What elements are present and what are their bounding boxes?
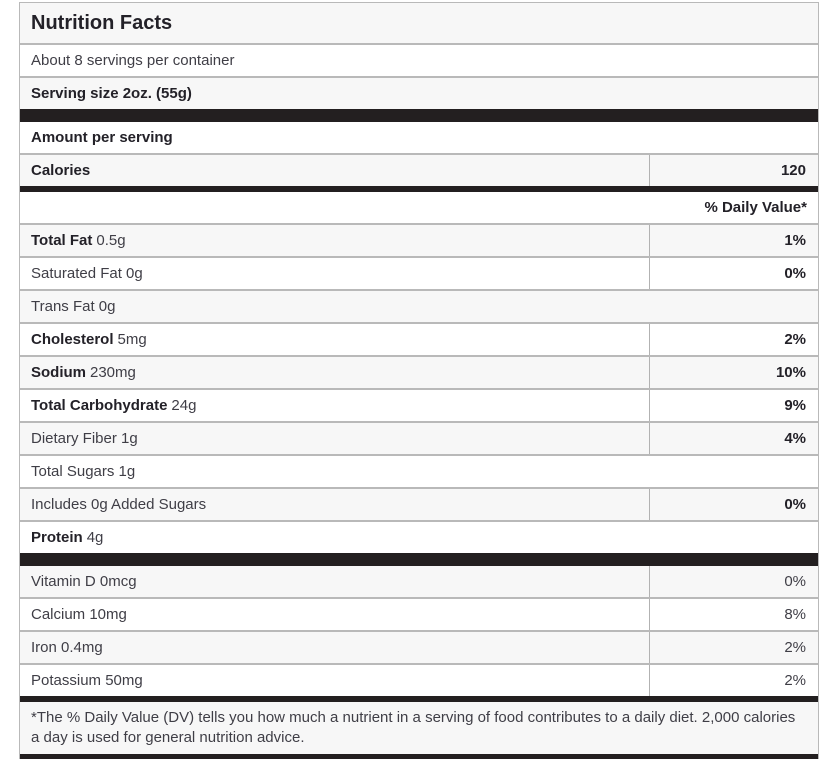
total-carbohydrate-label-text: 24g bbox=[171, 397, 197, 414]
title-label bbox=[20, 3, 818, 43]
total-sugars-label bbox=[20, 456, 818, 487]
total-carbohydrate-value: 9% bbox=[649, 390, 818, 421]
row-saturated-fat bbox=[20, 256, 818, 289]
title-label-bold: Nutrition Facts bbox=[31, 12, 173, 34]
section-divider-bar bbox=[20, 553, 818, 566]
row-title bbox=[20, 3, 818, 43]
added-sugars-label-text: Includes 0g Added Sugars bbox=[31, 496, 207, 513]
nutrition-facts-label bbox=[19, 2, 819, 759]
calcium-value: 8% bbox=[649, 599, 818, 630]
dietary-fiber-label-text: Dietary Fiber 1g bbox=[31, 430, 138, 447]
dietary-fiber-value: 4% bbox=[649, 423, 818, 454]
calcium-label bbox=[20, 599, 649, 630]
calories-label-bold: Calories bbox=[31, 162, 91, 179]
trans-fat-label bbox=[20, 291, 818, 322]
serving-size-label bbox=[20, 78, 818, 109]
amount-per-serving-label bbox=[20, 122, 818, 153]
dietary-fiber-label bbox=[20, 423, 649, 454]
row-iron bbox=[20, 630, 818, 663]
sodium-label-bold: Sodium bbox=[31, 364, 86, 381]
iron-value: 2% bbox=[649, 632, 818, 663]
total-carbohydrate-label bbox=[20, 390, 649, 421]
total-fat-label-text: 0.5g bbox=[96, 232, 126, 249]
row-dietary-fiber bbox=[20, 421, 818, 454]
row-protein bbox=[20, 520, 818, 553]
row-calcium bbox=[20, 597, 818, 630]
daily-value-header-label bbox=[20, 192, 818, 223]
row-cholesterol bbox=[20, 322, 818, 355]
section-divider-bar bbox=[20, 109, 818, 122]
row-vitamin-d bbox=[20, 566, 818, 597]
sodium-value: 10% bbox=[649, 357, 818, 388]
servings-per-container-label bbox=[20, 45, 818, 76]
saturated-fat-label bbox=[20, 258, 649, 289]
trans-fat-label-text: Trans Fat 0g bbox=[31, 298, 116, 315]
potassium-label bbox=[20, 665, 649, 696]
row-total-carbohydrate bbox=[20, 388, 818, 421]
sodium-label bbox=[20, 357, 649, 388]
footnote-label bbox=[20, 702, 818, 754]
sodium-label-text: 230mg bbox=[90, 364, 136, 381]
protein-label bbox=[20, 522, 818, 553]
total-carbohydrate-label-bold: Total Carbohydrate bbox=[31, 397, 168, 414]
added-sugars-label bbox=[20, 489, 649, 520]
vitamin-d-label-text: Vitamin D 0mcg bbox=[31, 573, 137, 590]
total-fat-label bbox=[20, 225, 649, 256]
total-sugars-label-text: Total Sugars 1g bbox=[31, 463, 136, 480]
row-footnote bbox=[20, 702, 818, 754]
iron-label bbox=[20, 632, 649, 663]
vitamin-d-value: 0% bbox=[649, 566, 818, 597]
total-fat-value: 1% bbox=[649, 225, 818, 256]
row-sodium bbox=[20, 355, 818, 388]
potassium-label-text: Potassium 50mg bbox=[31, 672, 143, 689]
iron-label-text: Iron 0.4mg bbox=[31, 639, 103, 656]
calories-value: 120 bbox=[649, 155, 818, 186]
cholesterol-label bbox=[20, 324, 649, 355]
section-divider-bar bbox=[20, 754, 818, 759]
saturated-fat-value: 0% bbox=[649, 258, 818, 289]
protein-label-text: 4g bbox=[86, 529, 104, 546]
row-potassium bbox=[20, 663, 818, 696]
protein-label-bold: Protein bbox=[31, 529, 83, 546]
row-calories bbox=[20, 153, 818, 186]
row-added-sugars bbox=[20, 487, 818, 520]
daily-value-header-label-bold: % Daily Value* bbox=[704, 199, 807, 216]
cholesterol-value: 2% bbox=[649, 324, 818, 355]
vitamin-d-label bbox=[20, 566, 649, 597]
cholesterol-label-bold: Cholesterol bbox=[31, 331, 114, 348]
servings-per-container-label-text: About 8 servings per container bbox=[31, 52, 235, 69]
row-serving-size bbox=[20, 76, 818, 109]
amount-per-serving-label-bold: Amount per serving bbox=[31, 129, 173, 146]
row-daily-value-header bbox=[20, 192, 818, 223]
row-total-sugars bbox=[20, 454, 818, 487]
potassium-value: 2% bbox=[649, 665, 818, 696]
serving-size-label-bold: Serving size 2oz. (55g) bbox=[31, 85, 192, 102]
added-sugars-value: 0% bbox=[649, 489, 818, 520]
calcium-label-text: Calcium 10mg bbox=[31, 606, 127, 623]
row-total-fat bbox=[20, 223, 818, 256]
total-fat-label-bold: Total Fat bbox=[31, 232, 93, 249]
footnote-label-text: *The % Daily Value (DV) tells you how much a nutrient in a serving of food contributes to a daily diet. 2,000 calories a day is used for general nutrition advice. bbox=[31, 709, 796, 746]
row-servings-per-container bbox=[20, 43, 818, 76]
calories-label bbox=[20, 155, 649, 186]
cholesterol-label-text: 5mg bbox=[117, 331, 147, 348]
row-amount-per-serving bbox=[20, 122, 818, 153]
saturated-fat-label-text: Saturated Fat 0g bbox=[31, 265, 143, 282]
row-trans-fat bbox=[20, 289, 818, 322]
